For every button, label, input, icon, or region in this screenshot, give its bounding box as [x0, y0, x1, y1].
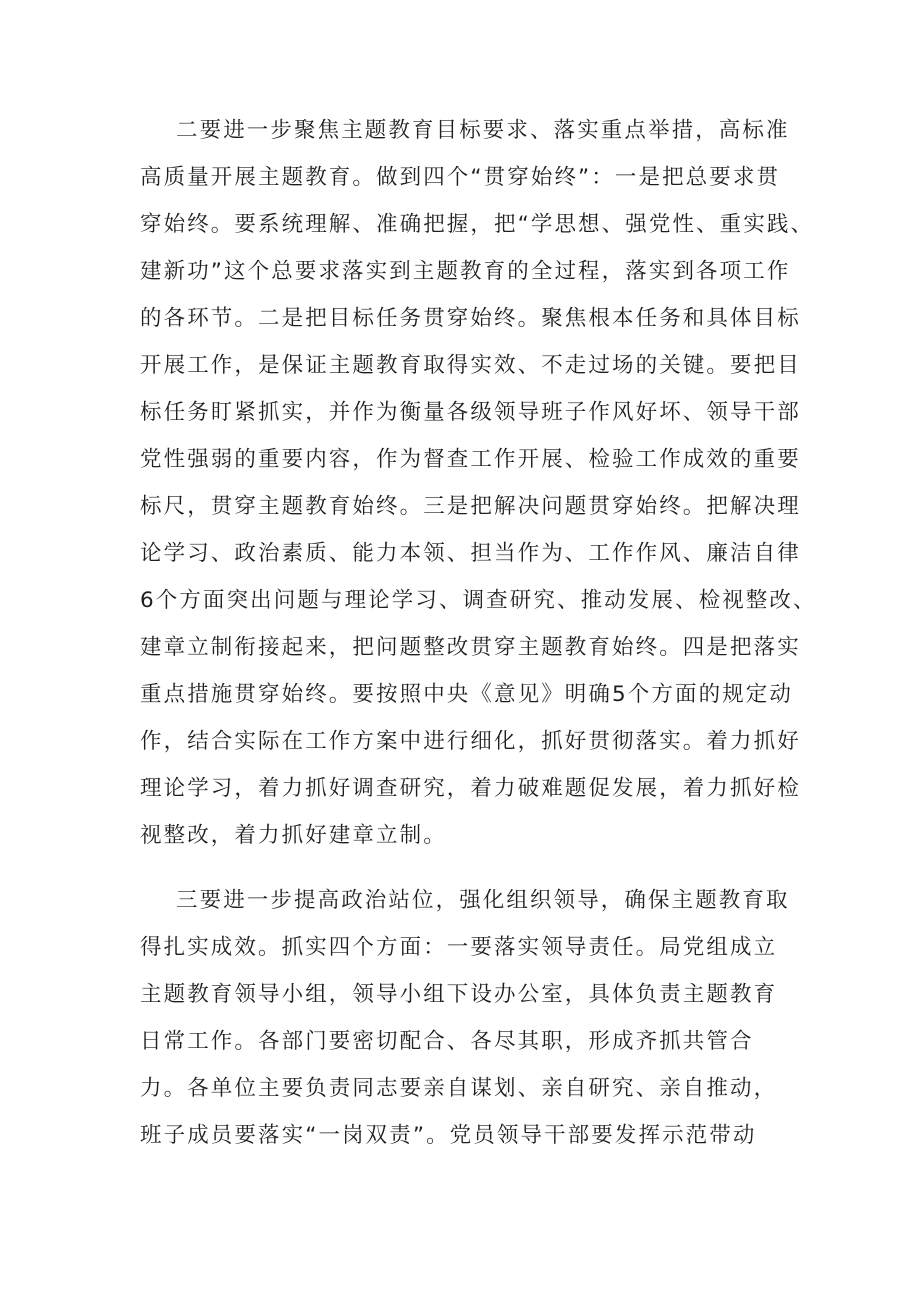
- text-line: 开展工作，是保证主题教育取得实效、不走过场的关键。要把目: [140, 353, 801, 378]
- text-line: 穿始终。要系统理解、准确把握，把“学思想、强党性、重实践、: [140, 212, 815, 237]
- text-line: 主题教育领导小组，领导小组下设办公室，具体负责主题教育: [140, 982, 778, 1007]
- text-line: 班子成员要落实“一岗双责”。党员领导干部要发挥示范带动: [140, 1123, 757, 1148]
- text-line: 作，结合实际在工作方案中进行细化，抓好贯彻落实。着力抓好: [140, 729, 801, 754]
- text-line: 建章立制衔接起来，把问题整改贯穿主题教育始终。四是把落实: [140, 635, 801, 660]
- text-line: 二要进一步聚焦主题教育目标要求、落实重点举措，高标准: [176, 118, 790, 143]
- text-line: 视整改，着力抓好建章立制。: [140, 823, 447, 848]
- paragraph-3-organizational-leadership: [140, 877, 820, 1159]
- text-line: 高质量开展主题教育。做到四个“贯穿始终”：一是把总要求贯: [140, 165, 781, 190]
- text-line: 得扎实成效。抓实四个方面：一要落实领导责任。局党组成立: [140, 935, 778, 960]
- text-line: 重点措施贯穿始终。要按照中央《意见》明确5个方面的规定动: [140, 682, 793, 707]
- text-line: 论学习、政治素质、能力本领、担当作为、工作作风、廉洁自律: [140, 541, 801, 566]
- text-line: 三要进一步提高政治站位，强化组织领导，确保主题教育取: [176, 888, 790, 913]
- text-line: 标尺，贯穿主题教育始终。三是把解决问题贯穿始终。把解决理: [140, 494, 801, 519]
- text-line: 6个方面突出问题与理论学习、调查研究、推动发展、检视整改、: [140, 588, 817, 613]
- text-line: 理论学习，着力抓好调查研究，着力破难题促发展，着力抓好检: [140, 776, 801, 801]
- text-line: 党性强弱的重要内容，作为督查工作开展、检验工作成效的重要: [140, 447, 801, 472]
- paragraph-2-focus-theme-education: [140, 107, 820, 859]
- text-line: 标任务盯紧抓实，并作为衡量各级领导班子作风好坏、领导干部: [140, 400, 801, 425]
- text-line: 力。各单位主要负责同志要亲自谋划、亲自研究、亲自推动，: [140, 1076, 778, 1101]
- text-line: 日常工作。各部门要密切配合、各尽其职，形成齐抓共管合: [140, 1029, 754, 1054]
- text-line: 的各环节。二是把目标任务贯穿始终。聚焦根本任务和具体目标: [140, 306, 801, 331]
- text-line: 建新功”这个总要求落实到主题教育的全过程，落实到各项工作: [140, 259, 791, 284]
